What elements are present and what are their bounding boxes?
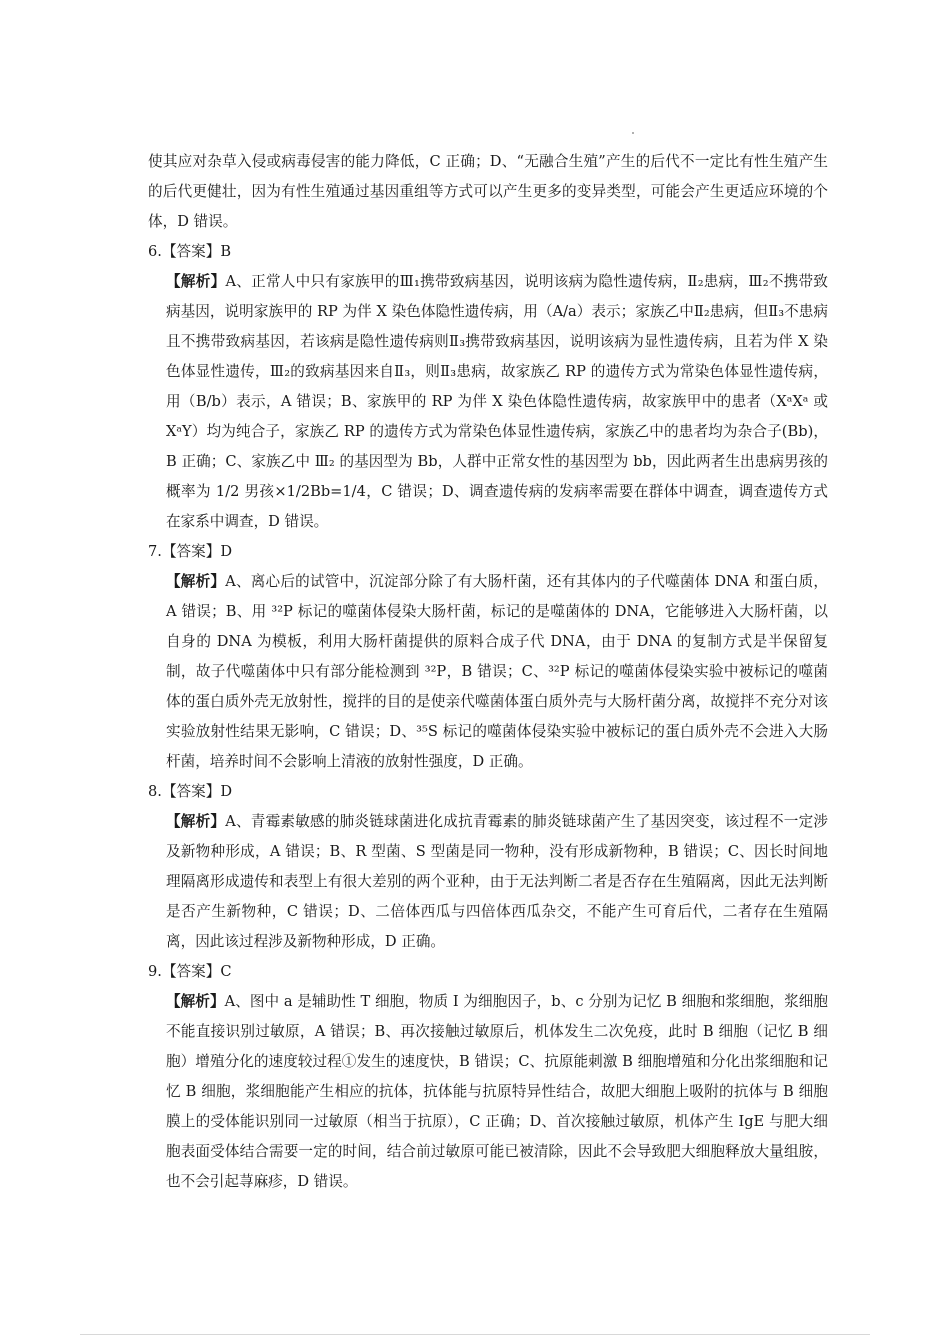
explanation-label: 【解析】 — [166, 273, 226, 290]
answer-line — [148, 237, 828, 267]
answer-label: 【答案】 — [161, 963, 221, 980]
question-6 — [148, 237, 828, 537]
question-9 — [148, 957, 828, 1197]
explanation-paragraph — [148, 807, 828, 957]
explanation-text: A、离心后的试管中，沉淀部分除了有大肠杆菌，还有其体内的子代噬菌体 DNA 和蛋白质，A 错误；B、用 ³²P 标记的噬菌体侵染大肠杆菌，标记的是噬菌体的 DNA，它能够进入大肠杆菌，以自身的 DNA 为模板，利用大肠杆菌提供的原料合成子代 DNA，由于 DNA 的复制方式是半保留复制，故子代噬菌体中只有部分能检测到 ³²P，B 错误；C、³²P 标记的噬菌体侵染实验中被标记的噬菌体的蛋白质外壳无放射性，搅拌的目的是使亲代噬菌体蛋白质外壳与大肠杆菌分离，故搅拌不充分对该实验放射性结果无影响，C 错误；D、³⁵S 标记的噬菌体侵染实验中被标记的蛋白质外壳不会进入大肠杆菌，培养时间不会影响上清液的放射性强度，D 正确。 — [166, 573, 828, 770]
page-bottom-edge — [80, 1334, 870, 1335]
answer-label: 【答案】 — [161, 543, 221, 560]
answer-line — [148, 537, 828, 567]
answer-line — [148, 957, 828, 987]
explanation-label: 【解析】 — [166, 993, 225, 1010]
question-number: 8. — [148, 783, 162, 800]
explanation-paragraph — [148, 267, 828, 537]
question-8 — [148, 777, 828, 957]
explanation-text: A、青霉素敏感的肺炎链球菌进化成抗青霉素的肺炎链球菌产生了基因突变，该过程不一定涉及新物种形成，A 错误；B、R 型菌、S 型菌是同一物种，没有形成新物种，B 错误；C、因长时间地理隔离形成遗传和表型上有很大差别的两个亚种，由于无法判断二者是否存在生殖隔离，因此无法判断是否产生新物种，C 错误；D、二倍体西瓜与四倍体西瓜杂交，不能产生可育后代，二者存在生殖隔离，因此该过程涉及新物种形成，D 正确。 — [166, 813, 828, 950]
explanation-text: A、正常人中只有家族甲的Ⅲ₁携带致病基因，说明该病为隐性遗传病，Ⅱ₂患病，Ⅲ₂不携带致病基因，说明家族甲的 RP 为伴 X 染色体隐性遗传病，用（A/a）表示；家族乙中Ⅱ₂患病，但Ⅱ₃不患病且不携带致病基因，若该病是隐性遗传病则Ⅱ₃携带致病基因，说明该病为显性遗传病，且若为伴 X 染色体显性遗传，Ⅲ₂的致病基因来自Ⅱ₃，则Ⅱ₃患病，故家族乙 RP 的遗传方式为常染色体显性遗传病，用（B/b）表示，A 错误；B、家族甲的 RP 为伴 X 染色体隐性遗传病，故家族甲中的患者（XᵃXᵃ 或 XᵃY）均为纯合子，家族乙 RP 的遗传方式为常染色体显性遗传病，家族乙中的患者均为杂合子(Bb)，B 正确；C、家族乙中 Ⅲ₂ 的基因型为 Bb，人群中正常女性的基因型为 bb，因此两者生出患病男孩的概率为 1/2 男孩×1/2Bb=1/4，C 错误；D、调查遗传病的发病率需要在群体中调查，调查遗传方式在家系中调查，D 错误。 — [166, 273, 828, 530]
explanation-paragraph — [148, 567, 828, 777]
question-7 — [148, 537, 828, 777]
intro-paragraph: 使其应对杂草入侵或病毒侵害的能力降低，C 正确；D、“无融合生殖”产生的后代不一定比有性生殖产生的后代更健壮，因为有性生殖通过基因重组等方式可以产生更多的变异类型，可能会产生更适应环境的个体，D 错误。 — [148, 153, 828, 230]
answer-label: 【答案】 — [161, 783, 221, 800]
question-number: 6. — [148, 243, 162, 260]
explanation-label: 【解析】 — [166, 573, 226, 590]
answer-label: 【答案】 — [161, 243, 221, 260]
question-number: 7. — [148, 543, 162, 560]
answer-value: C — [220, 963, 232, 980]
explanation-label: 【解析】 — [166, 813, 226, 830]
content-block — [148, 147, 828, 1197]
answer-value: B — [220, 243, 232, 260]
explanation-paragraph — [148, 987, 828, 1197]
scan-speck — [632, 132, 634, 134]
answer-value: D — [220, 783, 233, 800]
answer-line — [148, 777, 828, 807]
answer-value: D — [220, 543, 233, 560]
explanation-text: A、图中 a 是辅助性 T 细胞，物质 Ⅰ 为细胞因子，b、c 分别为记忆 B 细胞和浆细胞，浆细胞不能直接识别过敏原，A 错误；B、再次接触过敏原后，机体发生二次免疫，此时 B 细胞（记忆 B 细胞）增殖分化的速度较过程①发生的速度快，B 错误；C、抗原能刺激 B 细胞增殖和分化出浆细胞和记忆 B 细胞，浆细胞能产生相应的抗体，抗体能与抗原特异性结合，故肥大细胞上吸附的抗体与 B 细胞膜上的受体能识别同一过敏原（相当于抗原），C 正确；D、首次接触过敏原，机体产生 IgE 与肥大细胞表面受体结合需要一定的时间，结合前过敏原可能已被清除，因此不会导致肥大细胞释放大量组胺，也不会引起荨麻疹，D 错误。 — [166, 993, 828, 1190]
question-number: 9. — [148, 963, 162, 980]
